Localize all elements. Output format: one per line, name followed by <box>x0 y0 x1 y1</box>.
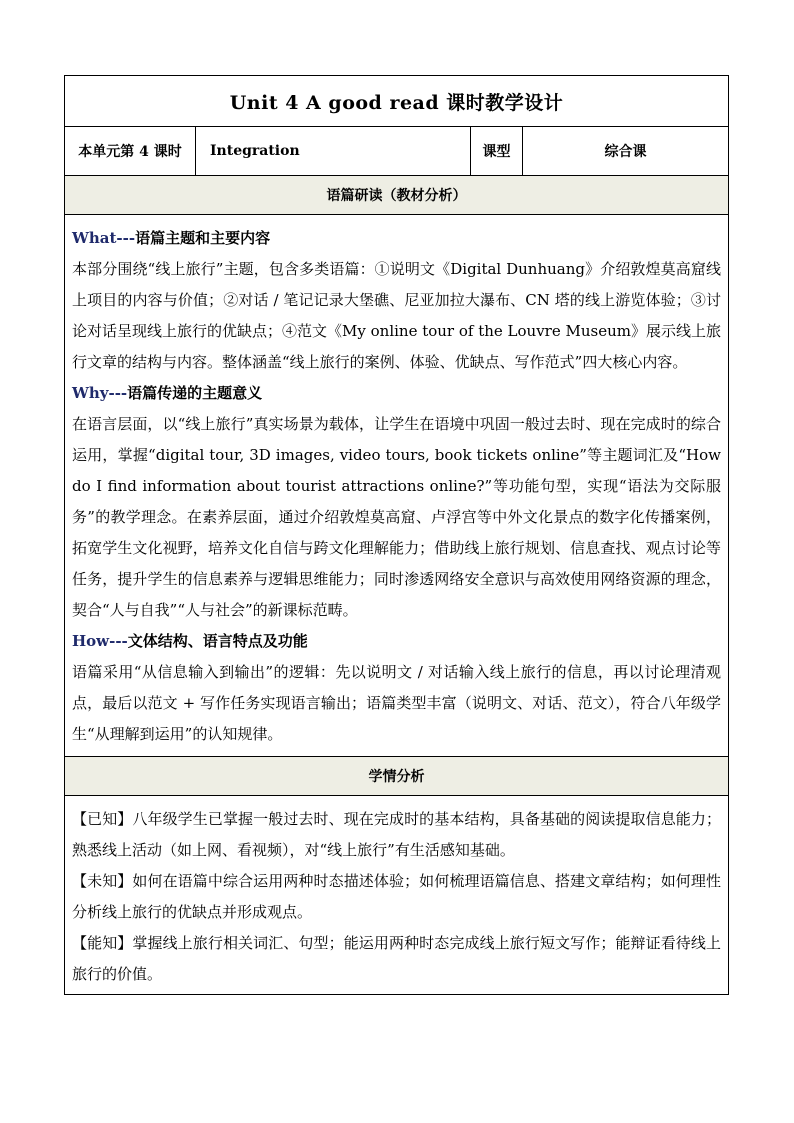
student-analysis-heading: 学情分析 <box>65 757 728 796</box>
lesson-type-label: 课型 <box>471 127 523 175</box>
known-paragraph: 【已知】八年级学生已掌握一般过去时、现在完成时的基本结构，具备基础的阅读提取信息能力；熟悉线上活动（如上网、看视频），对“线上旅行”有生活感知基础。 <box>72 810 721 859</box>
lesson-plan-table <box>64 75 729 995</box>
how-title: 文体结构、语言特点及功能 <box>127 632 308 650</box>
how-heading <box>72 626 721 657</box>
how-paragraph: 语篇采用“从信息输入到输出”的逻辑：先以说明文 / 对话输入线上旅行的信息，再以讨论理清观点，最后以范文 + 写作任务实现语言输出；语篇类型丰富（说明文、对话、范文），符合八年级学生“从理解到运用”的认知规律。 <box>72 663 721 743</box>
why-title: 语篇传递的主题意义 <box>127 384 263 402</box>
page-title: Unit 4 A good read 课时教学设计 <box>65 76 728 127</box>
able-paragraph: 【能知】掌握线上旅行相关词汇、句型；能运用两种时态完成线上旅行短文写作；能辩证看待线上旅行的价值。 <box>72 934 721 983</box>
text-analysis-body <box>65 215 728 757</box>
what-paragraph: 本部分围绕“线上旅行”主题，包含多类语篇：①说明文《Digital Dunhuang》介绍敦煌莫高窟线上项目的内容与价值；②对话 / 笔记记录大堡礁、尼亚加拉大瀑布、CN 塔的线上游览体验；③讨论对话呈现线上旅行的优缺点；④范文《My online tour of the Louvre Museum》展示线上旅行文章的结构与内容。整体涵盖“线上旅行的案例、体验、优缺点、写作范式”四大核心内容。 <box>72 260 721 371</box>
lesson-info-row <box>65 127 728 176</box>
what-title: 语篇主题和主要内容 <box>135 229 271 247</box>
lesson-number-cell: 本单元第 4 课时 <box>65 127 196 175</box>
what-heading <box>72 223 721 254</box>
why-prefix: Why--- <box>72 384 128 402</box>
what-prefix: What--- <box>72 229 136 247</box>
lesson-topic-cell: Integration <box>196 127 471 175</box>
unknown-paragraph: 【未知】如何在语篇中综合运用两种时态描述体验；如何梳理语篇信息、搭建文章结构；如何理性分析线上旅行的优缺点并形成观点。 <box>72 872 721 921</box>
student-analysis-body <box>65 796 728 994</box>
why-heading <box>72 378 721 409</box>
text-analysis-heading: 语篇研读（教材分析） <box>65 176 728 215</box>
lesson-type-value: 综合课 <box>604 144 647 160</box>
why-paragraph: 在语言层面，以“线上旅行”真实场景为载体，让学生在语境中巩固一般过去时、现在完成时的综合运用，掌握“digital tour, 3D images, video tours, book tickets online”等主题词汇及“How do I find information about tourist attractions online?”等功能句型，实现“语法为交际服务”的教学理念。在素养层面，通过介绍敦煌莫高窟、卢浮宫等中外文化景点的数字化传播案例，拓宽学生文化视野，培养文化自信与跨文化理解能力；借助线上旅行规划、信息查找、观点讨论等任务，提升学生的信息素养与逻辑思维能力；同时渗透网络安全意识与高效使用网络资源的理念，契合“人与自我”“人与社会”的新课标范畴。 <box>72 415 721 619</box>
how-prefix: How--- <box>72 632 128 650</box>
